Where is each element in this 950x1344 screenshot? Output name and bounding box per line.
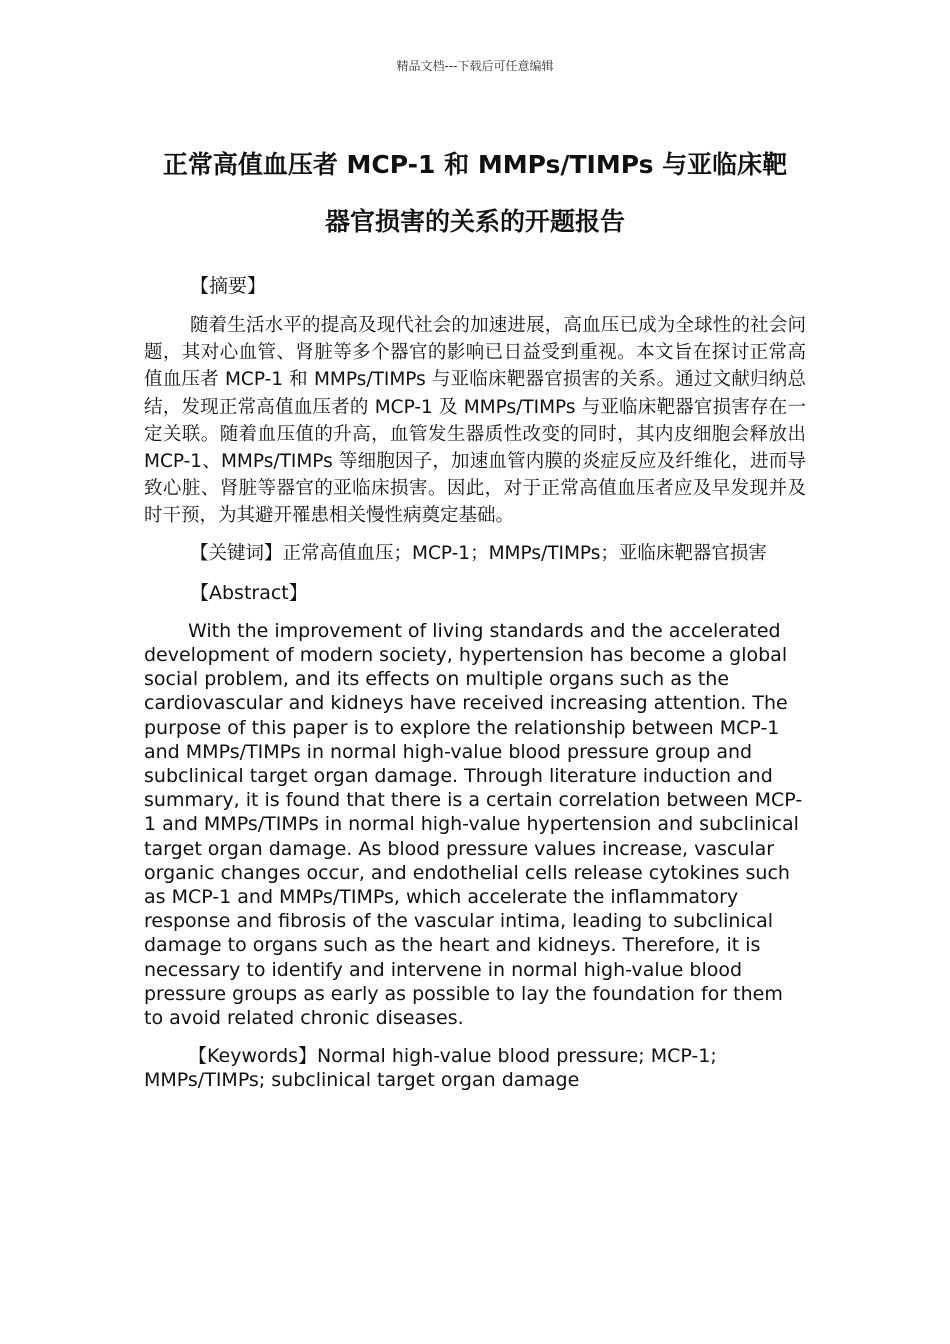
- document-body: [144, 272, 806, 1093]
- keywords-en: 【Keywords】Normal high-value blood pressure; MCP-1; MMPs/TIMPs; subclinical target organ damage: [144, 1045, 717, 1092]
- abstract-en-heading: 【Abstract】: [190, 581, 308, 604]
- abstract-en-body: With the improvement of living standards and the accelerated development of modern society, hypertension has become a global social problem, and its effects on multiple organs such as the cardiovascular and kidneys have received increasing attention. The purpose of this paper is to explore the relationship between MCP-1 and MMPs/TIMPs in normal high-value blood pressure group and subclinical target organ damage. Through literature induction and summary, it is found that there is a certain correlation between MCP-1 and MMPs/TIMPs in normal high-value hypertension and subclinical target organ damage. As blood pressure values increase, vascular organic changes occur, and endothelial cells release cytokines such as MCP-1 and MMPs/TIMPs, which accelerate the inflammatory response and fibrosis of the vascular intima, leading to subclinical damage to organs such as the heart and kidneys. Therefore, it is necessary to identify and intervene in normal high-value blood pressure groups as early as possible to lay the foundation for them to avoid related chronic diseases.: [144, 619, 803, 1030]
- keywords-zh: 【关键词】正常高值血压；MCP-1；MMPs/TIMPs；亚临床靶器官损害: [190, 542, 767, 564]
- title-line-1: 正常高值血压者 MCP-1 和 MMPs/TIMPs 与亚临床靶: [162, 150, 788, 179]
- page-header: 精品文档---下载后可任意编辑: [396, 59, 554, 73]
- title-line-2: 器官损害的关系的开题报告: [324, 207, 625, 236]
- abstract-zh-heading: 【摘要】: [190, 275, 267, 297]
- document-title: [120, 136, 830, 250]
- abstract-zh-body: 随着生活水平的提高及现代社会的加速进展，高血压已成为全球性的社会问题，其对心血管、肾脏等多个器官的影响已日益受到重视。本文旨在探讨正常高值血压者 MCP-1 和 MMPs/TIMPs 与亚临床靶器官损害的关系。通过文献归纳总结，发现正常高值血压者的 MCP-1 及 MMPs/TIMPs 与亚临床靶器官损害存在一定关联。随着血压值的升高，血管发生器质性改变的同时，其内皮细胞会释放出 MCP-1、MMPs/TIMPs 等细胞因子，加速血管内膜的炎症反应及纤维化，进而导致心脏、肾脏等器官的亚临床损害。因此，对于正常高值血压者应及早发现并及时干预，为其避开罹患相关慢性病奠定基础。: [144, 315, 806, 527]
